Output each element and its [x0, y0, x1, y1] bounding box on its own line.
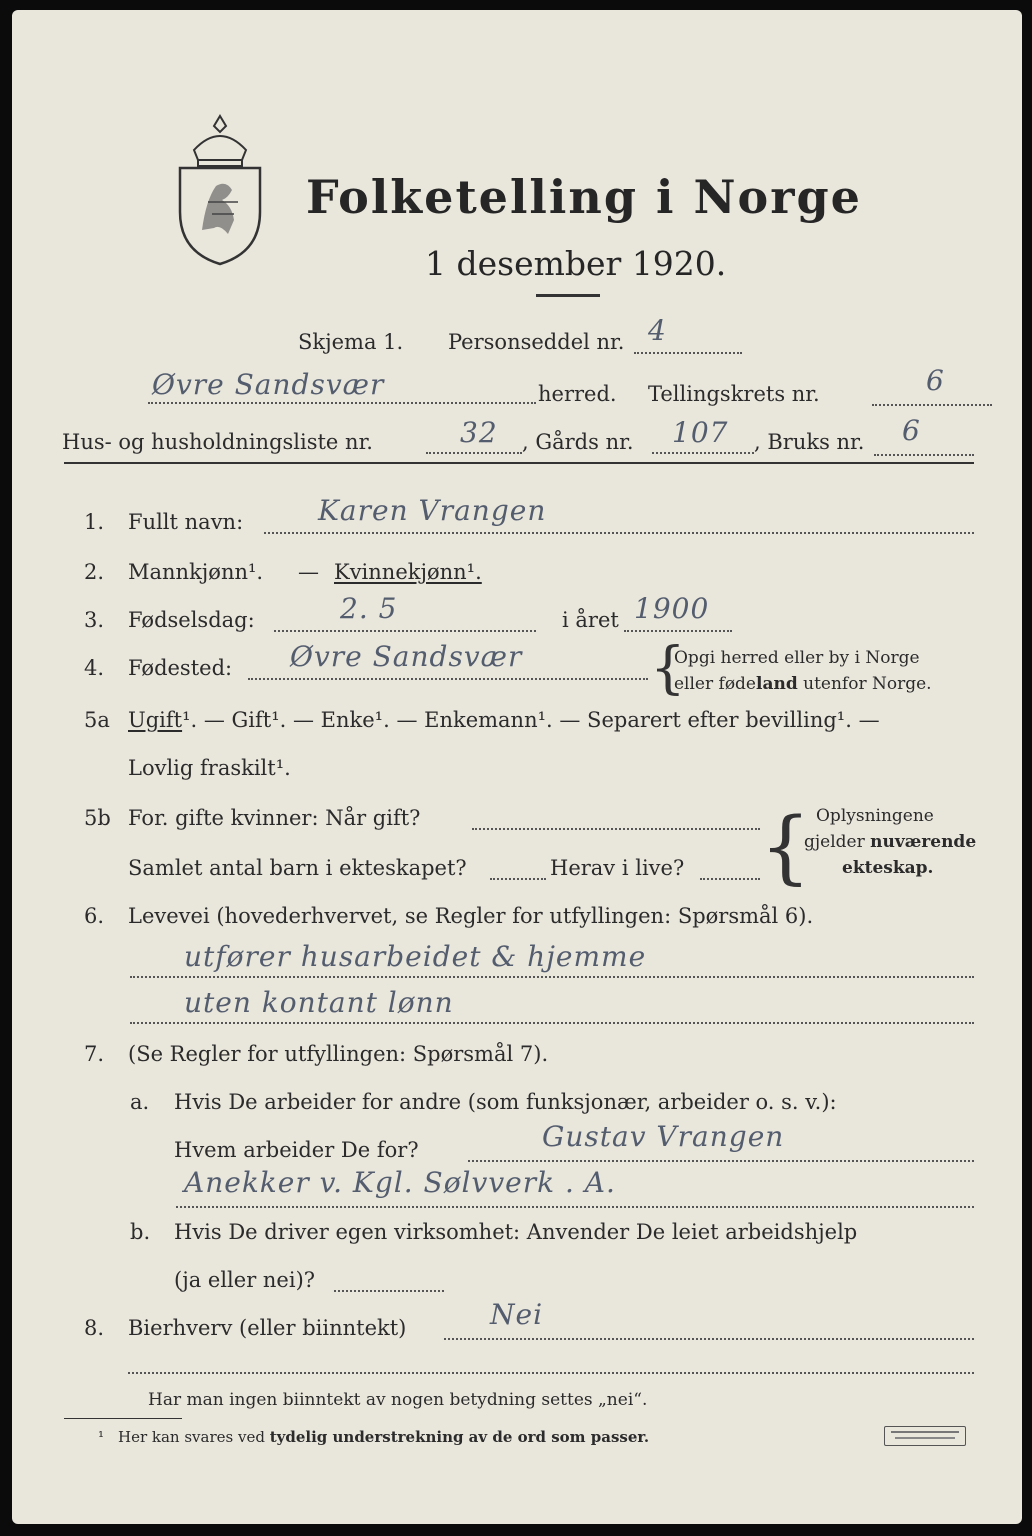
q4-dotline [248, 678, 648, 680]
q5a-number: 5a [84, 708, 110, 732]
q1-number: 1. [84, 510, 105, 534]
q2-male: Mannkjønn¹. [128, 560, 264, 584]
q6-value-line1[interactable]: utfører husarbeidet & hjemme [184, 940, 647, 973]
tellingskrets-value[interactable]: 6 [926, 364, 945, 397]
q8-value[interactable]: Nei [490, 1298, 544, 1331]
gards-dotline [652, 452, 754, 454]
q8-number: 8. [84, 1316, 105, 1340]
footnote-mark: ¹ [98, 1428, 105, 1446]
q2-female-underlined[interactable]: Kvinnekjønn¹. [334, 560, 482, 584]
schema-label: Skjema 1. [298, 330, 404, 354]
q4-note-part-a: eller føde [674, 674, 756, 694]
personseddel-dotline [634, 352, 742, 354]
personseddel-value[interactable]: 4 [648, 314, 667, 347]
q7b-label: Hvis De driver egen virksomhet: Anvender De leiet arbeidshjelp [174, 1220, 858, 1244]
q6-dotline1 [130, 976, 974, 978]
q5b-note-line3 [842, 858, 933, 878]
form-title: Folketelling i Norge [306, 170, 862, 224]
q5a-options [128, 708, 880, 732]
bruks-value[interactable]: 6 [902, 414, 921, 447]
personseddel-label: Personseddel nr. [448, 330, 625, 354]
q4-brace: { [650, 636, 686, 701]
printer-stamp-icon [884, 1426, 966, 1446]
q5b-brace: { [760, 800, 811, 893]
q1-value[interactable]: Karen Vrangen [318, 494, 547, 527]
q5b-label2: Samlet antal barn i ekteskapet? [128, 856, 467, 880]
q5b-label3: Herav i live? [550, 856, 685, 880]
q7a-label: Hvis De arbeider for andre (som funksjonær, arbeider o. s. v.): [174, 1090, 837, 1114]
q7a-letter: a. [130, 1090, 150, 1114]
herred-value[interactable]: Øvre Sandsvær [152, 368, 385, 401]
q1-dotline [264, 532, 974, 534]
q7b-letter: b. [130, 1220, 151, 1244]
q5b-note-line1: Oplysningene [816, 806, 934, 826]
q7a-value1[interactable]: Gustav Vrangen [542, 1120, 785, 1153]
coat-of-arms-icon [172, 110, 268, 270]
q7b-label2: (ja eller nei)? [174, 1268, 316, 1292]
q5a-ugift-underlined[interactable]: Ugift [128, 708, 183, 732]
q2-number: 2. [84, 560, 105, 584]
q3-value[interactable]: 2. 5 [340, 592, 398, 625]
q7-label: (Se Regler for utfyllingen: Spørsmål 7). [128, 1042, 549, 1066]
footnote-text-a: Her kan svares ved [118, 1428, 270, 1446]
q5b-note-part-a: gjelder [804, 832, 871, 852]
q3-year-dotline [624, 630, 732, 632]
q7b-dotline [334, 1290, 444, 1292]
herred-dotline [148, 402, 536, 404]
census-form-sheet [12, 10, 1022, 1524]
q2-dash: — [298, 560, 319, 584]
q7a-dotline1 [468, 1160, 974, 1162]
q7a-value2[interactable]: Anekker v. Kgl. Sølvverk . A. [184, 1166, 616, 1199]
bruks-label: , Bruks nr. [754, 430, 865, 454]
tellingskrets-label: Tellingskrets nr. [648, 382, 820, 406]
q5b-number: 5b [84, 806, 111, 830]
q8-label: Bierhverv (eller biinntekt) [128, 1316, 407, 1340]
footnote-text [118, 1428, 649, 1446]
q5a-other-options: ¹. — Gift¹. — Enke¹. — Enkemann¹. — Separert efter bevilling¹. — [182, 708, 880, 732]
q6-label: Levevei (hovederhvervet, se Regler for utfyllingen: Spørsmål 6). [128, 904, 814, 928]
q5b-dotline2 [490, 878, 546, 880]
hus-value[interactable]: 32 [460, 416, 498, 449]
q4-number: 4. [84, 656, 105, 680]
q3-dotline [274, 630, 536, 632]
hus-dotline [426, 452, 522, 454]
q4-label: Fødested: [128, 656, 233, 680]
q5b-note-part-b: nuværende [870, 832, 977, 852]
q5b-note-part-c: ekteskap. [842, 858, 934, 878]
q5a-line2: Lovlig fraskilt¹. [128, 756, 291, 780]
footnote-text-b: tydelig understrekning av de ord som passer. [269, 1428, 650, 1446]
extra-dotline [128, 1372, 974, 1374]
q3-year-value[interactable]: 1900 [634, 592, 710, 625]
bruks-dotline [874, 454, 974, 456]
q4-note-part-c: utenfor Norge. [797, 674, 932, 694]
q6-dotline2 [130, 1022, 974, 1024]
herred-label: herred. [538, 382, 617, 406]
q5b-dotline1 [472, 828, 760, 830]
gards-value[interactable]: 107 [672, 416, 729, 449]
q8-dotline [444, 1338, 974, 1340]
header-divider [64, 462, 974, 464]
q3-number: 3. [84, 608, 105, 632]
q1-label: Fullt navn: [128, 510, 244, 534]
q3-label: Fødselsdag: [128, 608, 255, 632]
title-divider [536, 294, 600, 297]
hus-label: Hus- og husholdningsliste nr. [62, 430, 373, 454]
q7-number: 7. [84, 1042, 105, 1066]
footer-note: Har man ingen biinntekt av nogen betydning settes „nei“. [148, 1390, 648, 1410]
q6-value-line2[interactable]: uten kontant lønn [184, 986, 454, 1019]
q5b-note-line2 [804, 832, 976, 852]
q4-note-line2 [674, 674, 932, 694]
tellingskrets-dotline [872, 404, 992, 406]
q5b-dotline3 [700, 878, 760, 880]
q3-year-label: i året [562, 608, 619, 632]
q7a-dotline2 [176, 1206, 974, 1208]
q7a-label2: Hvem arbeider De for? [174, 1138, 419, 1162]
q2-female [334, 560, 482, 584]
q4-value[interactable]: Øvre Sandsvær [290, 640, 523, 673]
q6-number: 6. [84, 904, 105, 928]
q4-note-line1: Opgi herred eller by i Norge [674, 648, 920, 668]
footnote-divider [64, 1418, 182, 1419]
q5b-label1: For. gifte kvinner: Når gift? [128, 806, 421, 830]
q4-note-part-b: land [756, 674, 798, 694]
gards-label: , Gårds nr. [522, 430, 634, 454]
form-date: 1 desember 1920. [425, 244, 727, 283]
